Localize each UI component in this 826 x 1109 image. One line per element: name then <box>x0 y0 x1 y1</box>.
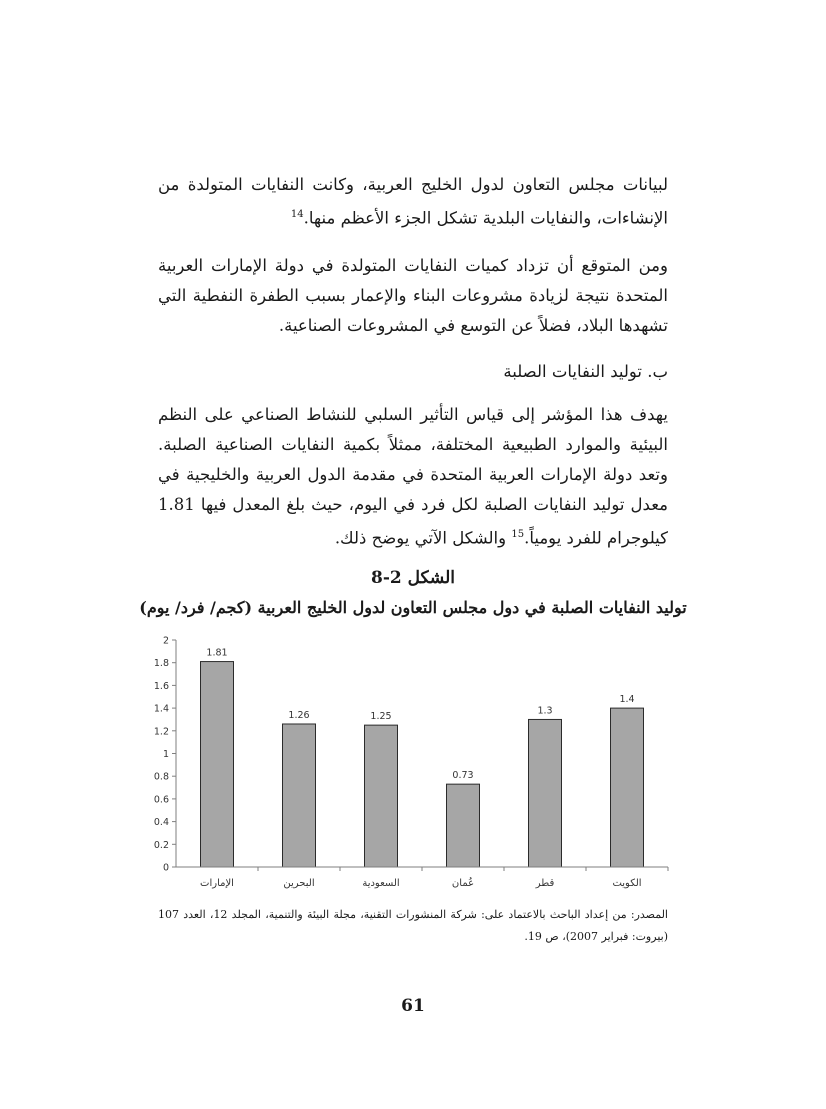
y-tick-label: 0.4 <box>153 817 169 829</box>
x-category-label: قطر <box>535 878 555 889</box>
data-label: 1.81 <box>206 647 228 659</box>
data-label: 1.4 <box>619 694 635 706</box>
bar-3 <box>365 725 398 867</box>
y-tick-label: 0 <box>162 862 169 874</box>
paragraph-uae-expectation: ومن المتوقع أن تزداد كميات النفايات المتولدة في دولة الإمارات العربية المتحدة نتيجة لزيادة مشروعات البناء والإعمار بسبب الطفرة النفطية التي تشهدها البلاد، فضلاً عن التوسع في المشروعات الصناعية. <box>158 256 668 335</box>
page-number: 61 <box>401 996 425 1016</box>
bar-2 <box>283 724 316 867</box>
x-category-label: البحرين <box>283 878 315 889</box>
figure-source: المصدر: من إعداد الباحث بالاعتماد على: شركة المنشورات التقنية، مجلة البيئة والتنمية، المجلد 12، العدد 107 (بيروت: فبراير 2007)، ص 19. <box>158 908 668 943</box>
y-tick-label: 0.6 <box>153 794 169 806</box>
bar-chart <box>0 628 826 898</box>
x-category-label: السعودية <box>362 878 400 889</box>
bar-5 <box>529 719 562 867</box>
paragraph-indicator: يهدف هذا المؤشر إلى قياس التأثير السلبي للنشاط الصناعي على النظم البيئية والموارد الطبيعية المختلفة، ممثلاً بكمية النفايات الصناعية الصلبة. وتعد دولة الإمارات العربية المتحدة في مقدمة الدول العربية والخليجية في معدل توليد النفايات الصلبة لكل فرد في اليوم، حيث بلغ المعدل فيها 1.81 كيلوجرام للفرد يومياً.$^{15}$ والشكل الآتي يوضح ذلك. <box>158 405 668 548</box>
y-tick-label: 1.2 <box>153 726 169 738</box>
x-category-label: الإمارات <box>200 878 234 889</box>
paragraph-intro: لبيانات مجلس التعاون لدول الخليج العربية، وكانت النفايات المتولدة من الإنشاءات، والنفايات البلدية تشكل الجزء الأعظم منها.$^{14}$ <box>158 175 668 228</box>
y-tick-label: 1.8 <box>153 658 169 670</box>
bar-1 <box>201 662 234 867</box>
data-label: 1.25 <box>370 711 392 723</box>
bar-6 <box>611 708 644 867</box>
footnote-ref-15[interactable]: 15 <box>511 529 525 540</box>
y-tick-label: 0.8 <box>153 771 169 783</box>
y-tick-label: 1.4 <box>153 703 169 715</box>
figure-label: الشكل 2-8 <box>371 568 455 588</box>
x-category-label: عُمان <box>451 878 475 889</box>
y-tick-label: 0.2 <box>153 839 169 851</box>
data-label: 1.3 <box>537 705 553 717</box>
bar-4 <box>447 784 480 867</box>
figure-title: توليد النفايات الصلبة في دول مجلس التعاون لدول الخليج العربية (كجم/ فرد/ يوم) <box>139 598 687 617</box>
data-label: 0.73 <box>452 770 474 782</box>
y-tick-label: 1.6 <box>153 680 169 692</box>
data-label: 1.26 <box>288 709 310 721</box>
y-tick-label: 1 <box>162 749 169 760</box>
footnote-ref-14[interactable]: 14 <box>290 209 304 220</box>
x-category-label: الكويت <box>612 878 642 889</box>
section-heading: ب. توليد النفايات الصلبة <box>503 362 668 381</box>
y-tick-label: 2 <box>162 635 169 647</box>
